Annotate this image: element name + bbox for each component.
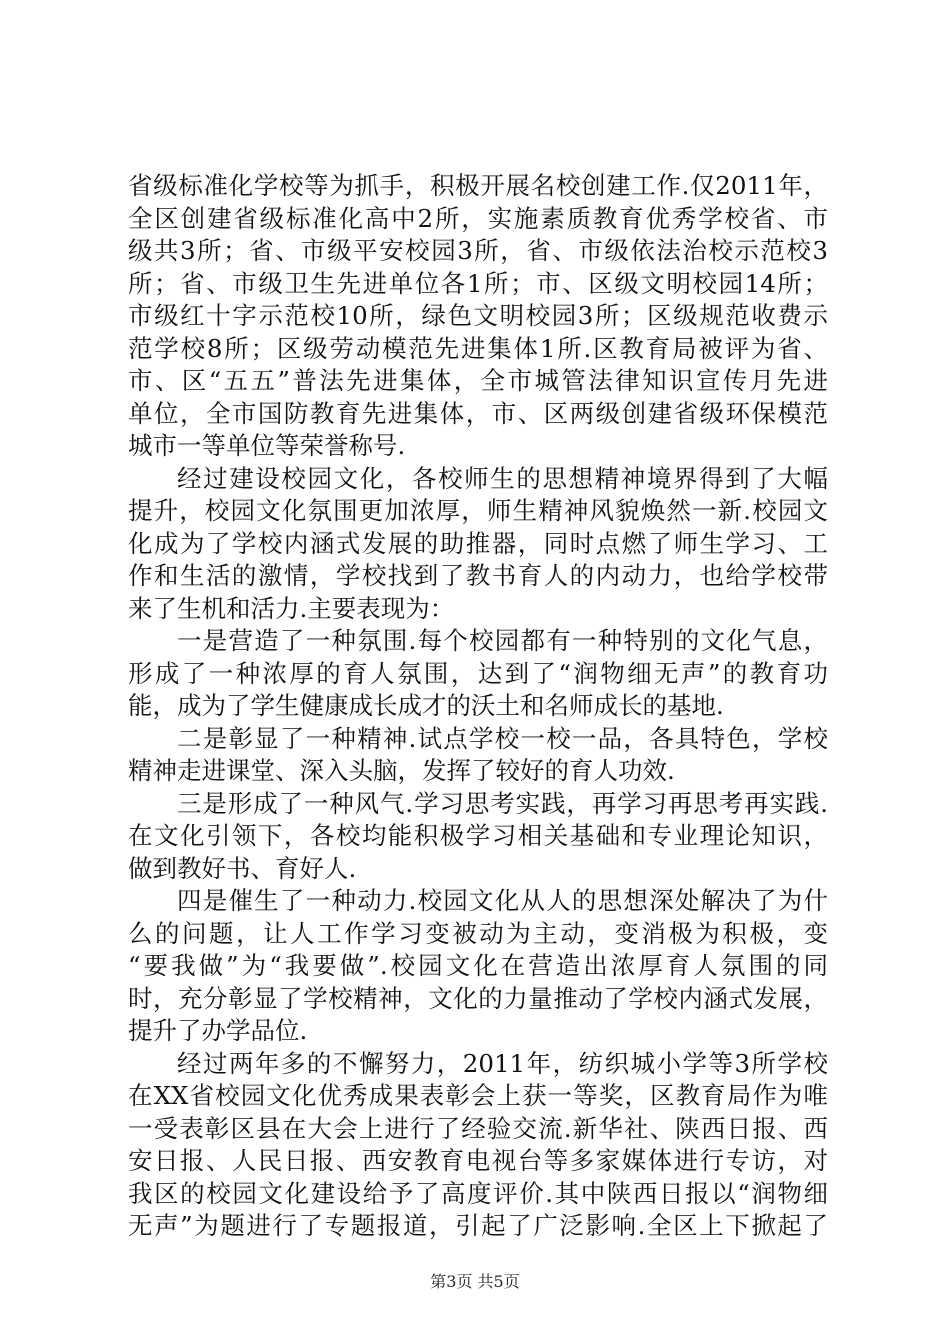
text-line: 在XX省校园文化优秀成果表彰会上获一等奖，区教育局作为唯 [128, 1081, 828, 1110]
text-line: 化成为了学校内涵式发展的助推器，同时点燃了师生学习、工 [128, 528, 828, 558]
text-line: 我区的校园文化建设给予了高度评价.其中陕西日报以“润物细 [128, 1178, 828, 1208]
text-line: 精神走进课堂、深入头脑，发挥了较好的育人功效. [128, 756, 675, 785]
text-line: 市级红十字示范校10所，绿色文明校园3所；区级规范收费示 [128, 301, 828, 330]
text-line: 来了生机和活力.主要表现为： [128, 593, 455, 623]
text-line: 城市一等单位等荣誉称号. [128, 431, 406, 460]
text-line: 所；省、市级卫生先进单位各1所；市、区级文明校园14所； [128, 268, 828, 298]
text-line: 二是彰显了一种精神.试点学校一校一品，各具特色，学校 [177, 723, 828, 753]
text-line: 提升了办学品位. [128, 1016, 308, 1045]
text-line: 安日报、人民日报、西安教育电视台等多家媒体进行专访，对 [128, 1146, 828, 1175]
text-line: 级共3所；省、市级平安校园3所，省、市级依法治校示范校3 [128, 236, 828, 265]
text-line: 一受表彰区县在大会上进行了经验交流.新华社、陕西日报、西 [128, 1113, 828, 1143]
text-line: 在文化引领下，各校均能积极学习相关基础和专业理论知识， [128, 821, 828, 850]
text-line: 省级标准化学校等为抓手，积极开展名校创建工作.仅2011年， [128, 171, 828, 200]
text-line: 经过建设校园文化，各校师生的思想精神境界得到了大幅 [177, 463, 828, 493]
text-line: 经过两年多的不懈努力，2011年，纺织城小学等3所学校 [177, 1048, 828, 1078]
text-line: 单位，全市国防教育先进集体，市、区两级创建省级环保模范 [128, 398, 828, 428]
text-line: 时，充分彰显了学校精神，文化的力量推动了学校内涵式发展， [128, 983, 828, 1013]
text-line: 范学校8所；区级劳动模范先进集体1所.区教育局被评为省、 [128, 333, 828, 363]
text-line: 市、区“五五”普法先进集体，全市城管法律知识宣传月先进 [128, 366, 828, 395]
text-line: 一是营造了一种氛围.每个校园都有一种特别的文化气息， [177, 626, 828, 655]
text-line: 形成了一种浓厚的育人氛围，达到了“润物细无声”的教育功 [128, 658, 828, 688]
text-line: 提升，校园文化氛围更加浓厚，师生精神风貌焕然一新.校园文 [128, 496, 828, 525]
text-line: 作和生活的激情，学校找到了教书育人的内动力，也给学校带 [128, 561, 828, 590]
text-line: 么的问题，让人工作学习变被动为主动，变消极为积极，变 [128, 918, 828, 948]
text-line: 全区创建省级标准化高中2所，实施素质教育优秀学校省、市 [128, 203, 828, 233]
text-line: “要我做”为“我要做”.校园文化在营造出浓厚育人氛围的同 [128, 951, 828, 980]
page-footer [0, 1269, 950, 1292]
text-line: 做到教好书、育好人. [128, 853, 357, 883]
page-number-label: 第3页 共5页 [430, 1272, 520, 1291]
text-line: 四是催生了一种动力.校园文化从人的思想深处解决了为什 [177, 886, 828, 915]
text-line: 能，成为了学生健康成长成才的沃土和名师成长的基地. [128, 691, 724, 720]
text-line: 三是形成了一种风气.学习思考实践，再学习再思考再实践. [177, 788, 828, 818]
document-body [128, 170, 828, 1243]
text-line: 无声”为题进行了专题报道，引起了广泛影响.全区上下掀起了 [128, 1211, 828, 1240]
